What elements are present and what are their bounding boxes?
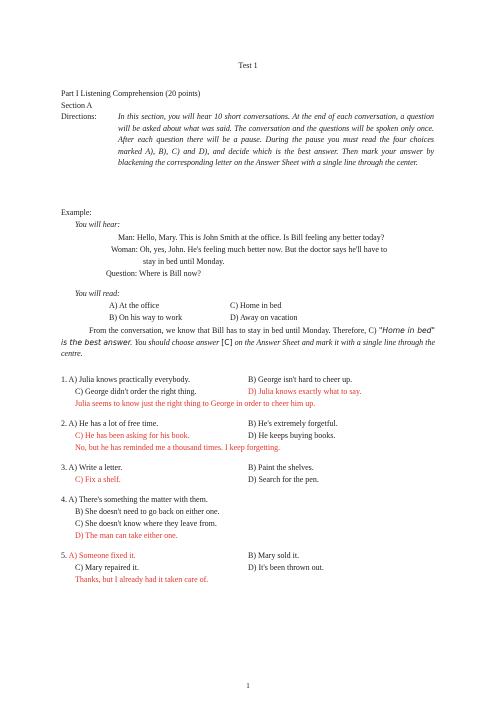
- q5-option-c: C) Mary repaired it.: [75, 563, 139, 572]
- you-will-read-label: You will read:: [75, 289, 120, 298]
- q2-option-a: 2. A) He has a lot of free time.: [61, 419, 159, 428]
- q2-option-c: C) He has been asking for his book.: [75, 431, 190, 440]
- example-explanation: From the conversation, we know that Bill has to stay in bed until Monday. Therefore, C) "Home in bed" is the best answer. You should choose answer [C] on the Answer Sheet and mark it with a single line through the centre.: [61, 326, 435, 359]
- dialog-man-line: Man: Hello, Mary. This is John Smith at the office. Is Bill feeling any better today?: [118, 233, 385, 242]
- q3-option-d: D) Search for the pen.: [248, 475, 319, 484]
- q1-option-a: 1. A) Julia knows practically everybody.: [61, 375, 191, 384]
- directions-text: In this section, you will hear 10 short conversations. At the end of each conversation, a question will be asked about what was said. The conversation and the questions will be spoken only once. After each question there will be a pause. During the pause you must read the four choices marked A), B), C) and D), and decide which is the best answer. Then mark your answer by blackening the corresponding letter on the Answer Sheet with a single line through the center.: [118, 112, 434, 168]
- example-option-b: B) On his way to work: [109, 313, 183, 322]
- example-option-c: C) Home in bed: [230, 301, 282, 310]
- q1-option-d: D) Julia knows exactly what to say.: [248, 387, 362, 396]
- directions-block: [61, 111, 434, 169]
- q3-option-b: B) Paint the shelves.: [248, 463, 314, 472]
- part-heading: Part I Listening Comprehension (20 points): [61, 89, 201, 98]
- example-option-a: A) At the office: [109, 301, 160, 310]
- page-number: 1: [246, 681, 250, 690]
- q1-option-b: B) George isn't hard to cheer up.: [248, 375, 353, 384]
- best-answer-quote: "Home in bed" is the best answer.: [61, 326, 435, 347]
- q3-option-c: C) Fix a shelf.: [75, 475, 121, 484]
- test-title: Test 1: [238, 61, 258, 70]
- q5-option-a-text: A) Someone fixed it.: [68, 551, 136, 560]
- q4-option-a: 4. A) There's something the matter with them.: [61, 495, 208, 504]
- q1-note: Julia seems to know just the right thing to George in order to cheer him up.: [75, 399, 316, 408]
- q2-option-d: D) He keeps buying books.: [248, 431, 336, 440]
- dialog-question-line: Question: Where is Bill now?: [106, 269, 201, 278]
- q4-option-c: C) She doesn't know where they leave from.: [75, 519, 217, 528]
- example-label: Example:: [61, 208, 92, 217]
- dialog-woman-line-2: stay in bed until Monday.: [143, 257, 225, 266]
- section-heading: Section A: [61, 101, 93, 110]
- q2-note: No, but he has reminded me a thousand times. I keep forgetting.: [75, 443, 281, 452]
- q5-option-a: [61, 550, 136, 562]
- example-option-d: D) Away on vacation: [230, 313, 298, 322]
- q5-number: 5.: [61, 551, 69, 560]
- answer-letter: [C]: [221, 337, 233, 347]
- q4-option-d: D) The man can take either one.: [75, 531, 178, 540]
- dialog-woman-line-1: Woman: Oh, yes, John. He's feeling much better now. But the doctor says he'll have to: [111, 245, 388, 254]
- q4-option-b: B) She doesn't need to go back on either one.: [75, 507, 220, 516]
- q2-option-b: B) He's extremely forgetful.: [248, 419, 338, 428]
- directions-label: Directions:: [61, 112, 97, 121]
- q5-option-d: D) It's been thrown out.: [248, 563, 324, 572]
- q5-option-b: B) Mary sold it.: [248, 551, 300, 560]
- q3-option-a: 3. A) Write a letter.: [61, 463, 123, 472]
- q5-note: Thanks, but I already had it taken care of.: [75, 575, 209, 584]
- q1-option-c: C) George didn't order the right thing.: [75, 387, 197, 396]
- you-will-hear-label: You will hear:: [75, 220, 121, 229]
